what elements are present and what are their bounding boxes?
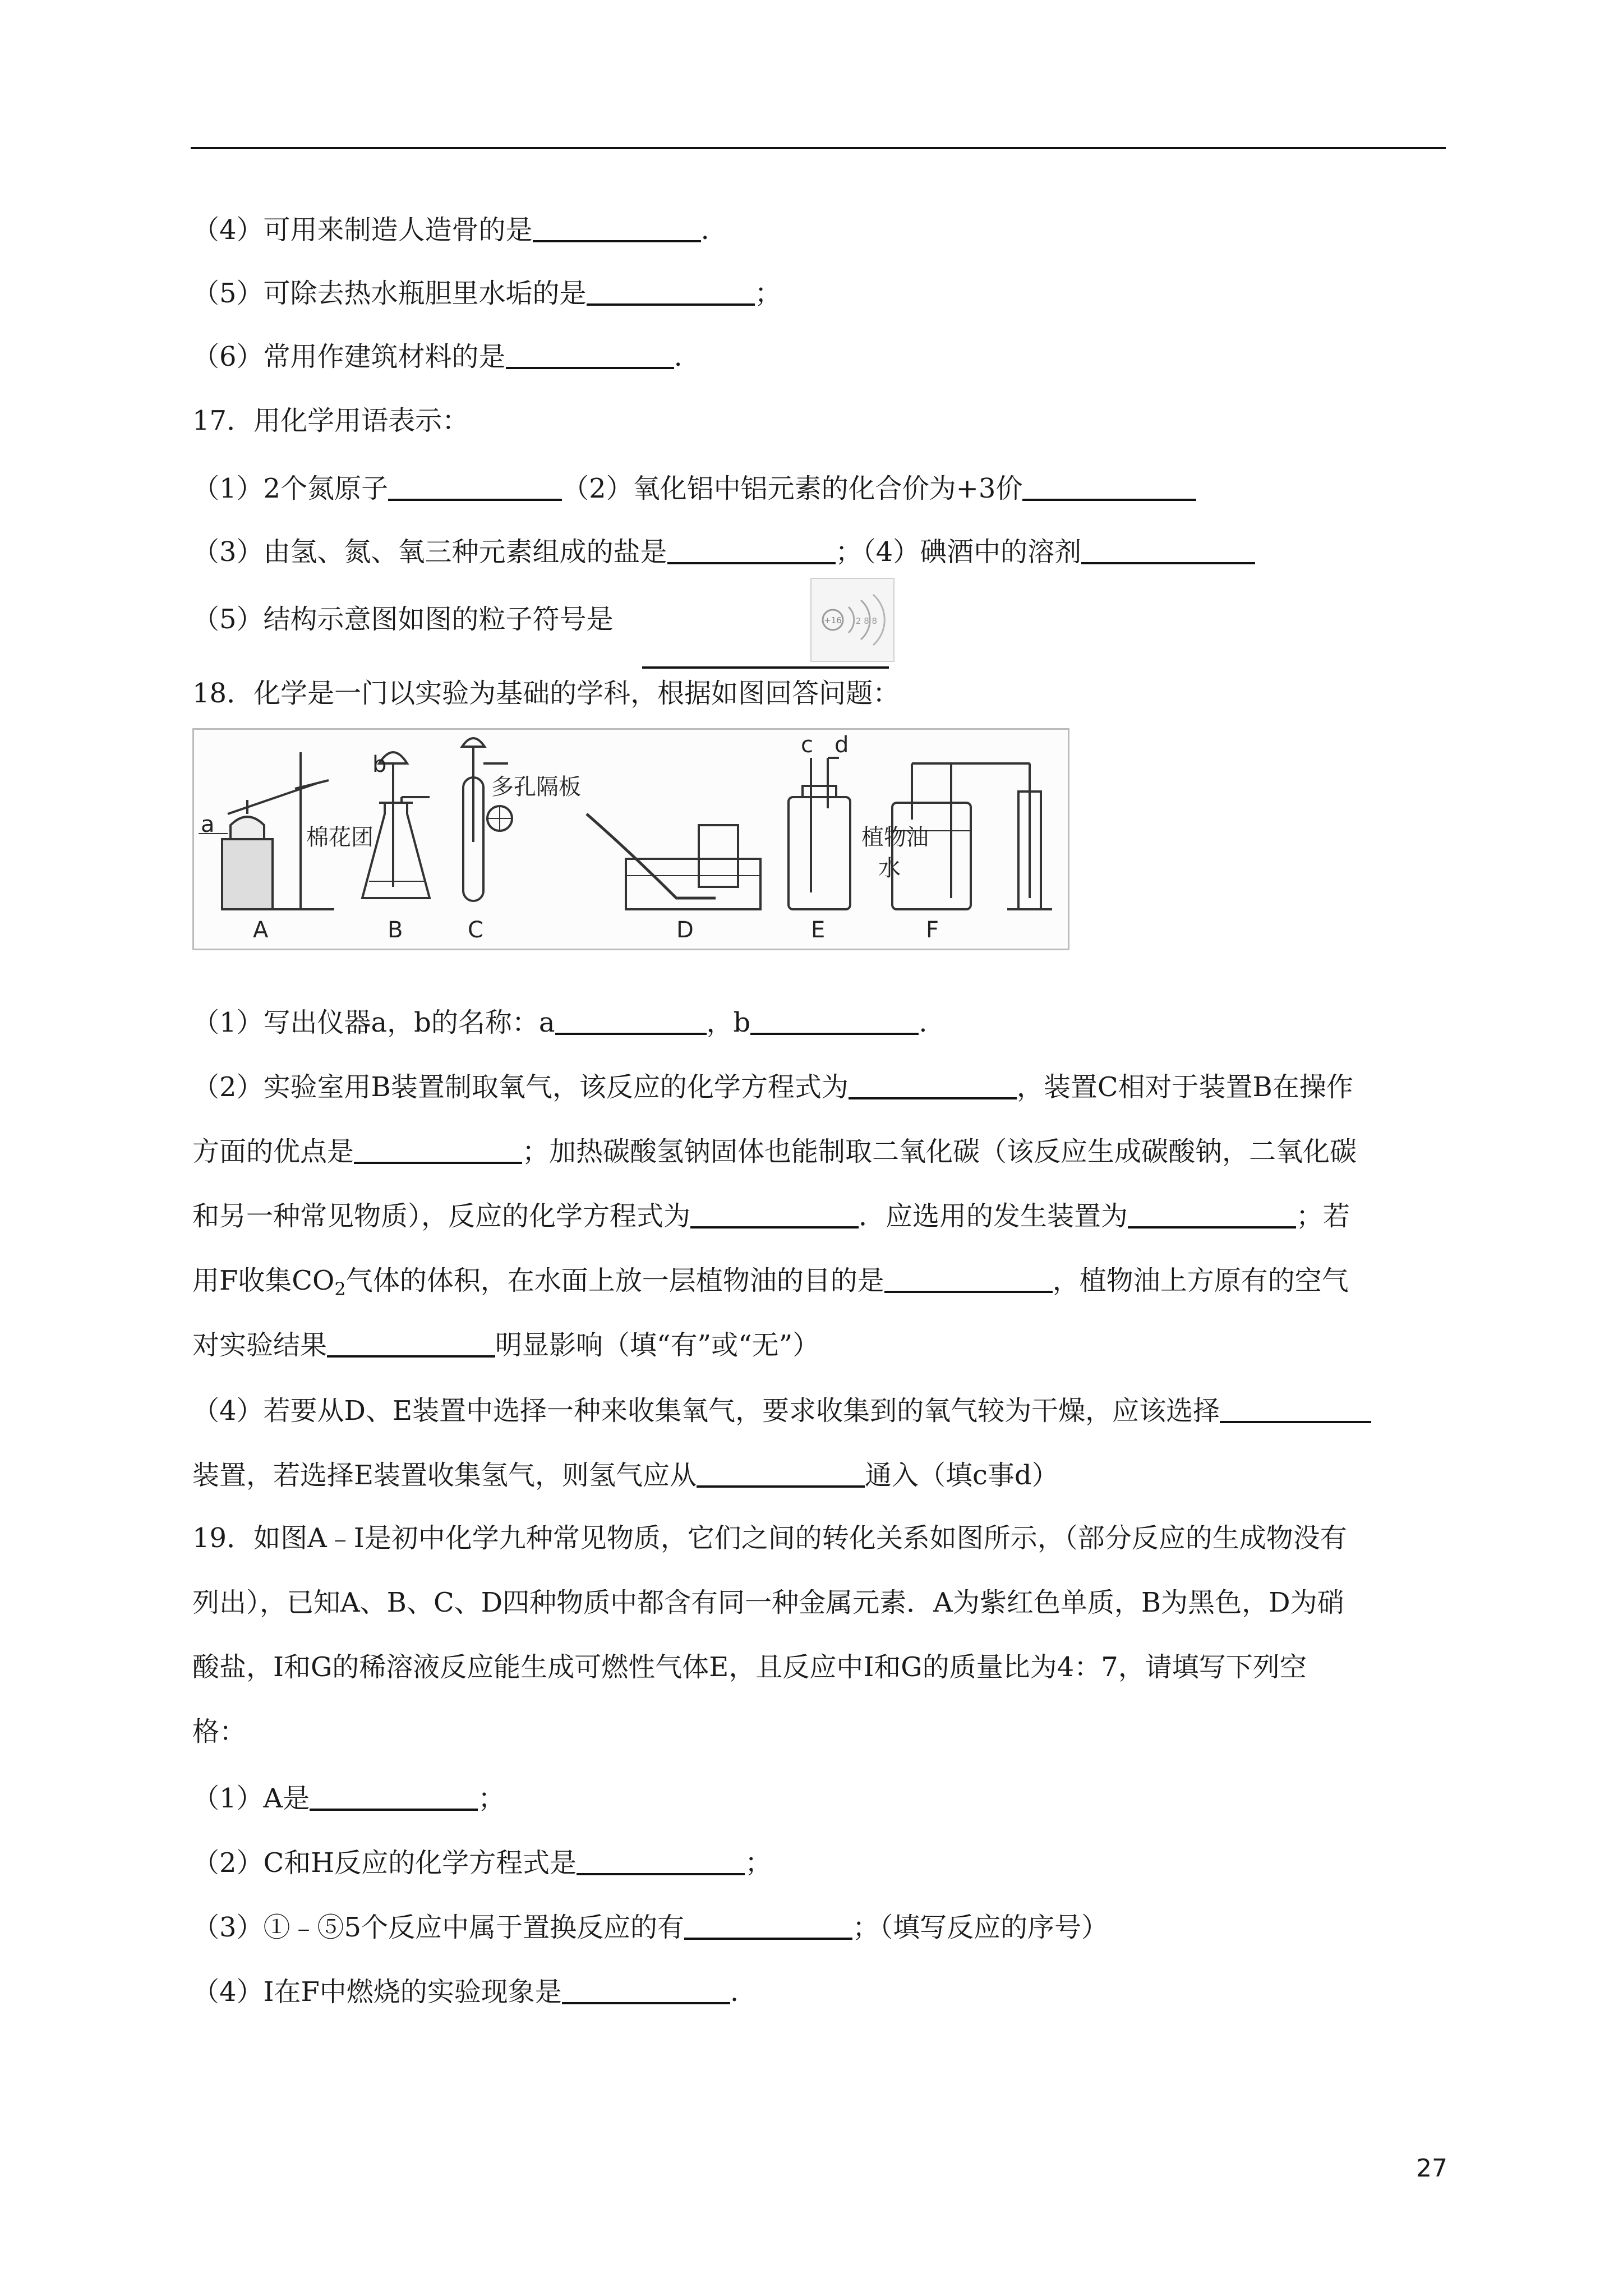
svg-text:D: D	[676, 917, 694, 943]
q19-line-4: 格：	[192, 1716, 247, 1747]
svg-text:B: B	[388, 917, 403, 943]
q18-4-line-2: 装置，若选择E装置收集氢气，则氢气应从 通入（填c事d）	[192, 1460, 1059, 1491]
q17-line-3: （5）结构示意图如图的粒子符号是	[192, 604, 614, 635]
svg-text:E: E	[811, 917, 826, 943]
svg-text:c: c	[801, 732, 813, 758]
q18-title: 18．化学是一门以实验为基础的学科，根据如图回答问题：	[192, 678, 900, 709]
svg-text:A: A	[253, 917, 269, 943]
svg-text:+16: +16	[824, 615, 842, 625]
answer-blank[interactable]	[533, 214, 701, 242]
answer-blank[interactable]	[1081, 536, 1255, 564]
q19-3-line: （3）①﹣⑤5个反应中属于置换反应的有 ；（填写反应的序号）	[192, 1912, 1109, 1943]
answer-blank[interactable]	[697, 1460, 865, 1488]
q19-line-2: 列出），已知A、B、C、D四种物质中都含有同一种金属元素．A为紫红色单质，B为黑色，D为硝	[192, 1587, 1344, 1618]
apparatus-figure	[192, 728, 1069, 950]
atom-structure-diagram	[810, 578, 895, 662]
q17-line-2: （3）由氢、氮、氧三种元素组成的盐是 ；（4）碘酒中的溶剂	[192, 536, 1255, 565]
q19-2-line: （2）C和H反应的化学方程式是 ；	[192, 1847, 772, 1879]
q16-6-line: （6）常用作建筑材料的是 .	[192, 341, 683, 372]
apparatus-c	[462, 738, 512, 901]
svg-text:d: d	[834, 732, 849, 758]
q17-line-1: （1）2个氮原子 （2）氧化铝中铝元素的化合价为+3价	[192, 473, 1196, 502]
svg-text:C: C	[468, 917, 483, 943]
q17-title: 17．用化学用语表示：	[192, 405, 469, 436]
q16-4-line: （4）可用来制造人造骨的是 .	[192, 214, 709, 246]
q18-1-line: （1）写出仪器a，b的名称：a ，b .	[192, 1007, 928, 1038]
svg-text:b: b	[372, 752, 387, 777]
answer-blank[interactable]	[1128, 1200, 1296, 1228]
q16-5-line: （5）可除去热水瓶胆里水垢的是 ；	[192, 278, 782, 309]
svg-text:水: 水	[878, 855, 901, 881]
q18-2-line-1: （2）实验室用B装置制取氧气，该反应的化学方程式为 ，装置C相对于装置B在操作	[192, 1071, 1353, 1103]
q19-4-line: （4）I在F中燃烧的实验现象是 .	[192, 1976, 739, 2008]
answer-blank[interactable]	[667, 536, 836, 564]
answer-blank[interactable]	[555, 1007, 707, 1035]
apparatus-e	[789, 758, 850, 909]
q18-4-line-1: （4）若要从D、E装置中选择一种来收集氧气，要求收集到的氧气较为干燥，应该选择	[192, 1395, 1371, 1424]
q18-2-line-4: 用F收集$CO_2$气体的体积，在水面上放一层植物油的目的是 ，植物油上方原有的空气	[192, 1265, 1349, 1300]
svg-text:植物油: 植物油	[861, 825, 929, 850]
answer-blank[interactable]	[562, 1976, 730, 2004]
answer-blank[interactable]	[310, 1783, 478, 1811]
page-number: 27	[1416, 2154, 1447, 2183]
q19-line-3: 酸盐，I和G的稀溶液反应能生成可燃性气体E，且反应中I和G的质量比为4：7，请填写下列空	[192, 1651, 1307, 1683]
answer-blank[interactable]	[506, 341, 674, 369]
svg-text:棉花团: 棉花团	[306, 825, 374, 850]
svg-text:多孔隔板: 多孔隔板	[491, 774, 581, 800]
apparatus-d	[587, 814, 760, 909]
answer-blank[interactable]	[849, 1071, 1017, 1099]
answer-blank[interactable]	[684, 1912, 852, 1940]
answer-blank[interactable]	[354, 1136, 522, 1164]
answer-blank[interactable]	[587, 278, 755, 306]
answer-blank[interactable]	[327, 1329, 495, 1358]
answer-blank[interactable]	[388, 473, 562, 501]
q19-line-1: 19．如图A﹣I是初中化学九种常见物质，它们之间的转化关系如图所示，（部分反应的生成物没有	[192, 1522, 1347, 1554]
answer-blank[interactable]	[1220, 1395, 1371, 1423]
q18-2-line-2: 方面的优点是 ；加热碳酸氢钠固体也能制取二氧化碳（该反应生成碳酸钠，二氧化碳	[192, 1136, 1357, 1167]
answer-blank[interactable]	[642, 666, 889, 669]
header-rule	[191, 147, 1446, 149]
svg-text:2 8 8: 2 8 8	[855, 616, 878, 626]
answer-blank[interactable]	[884, 1265, 1053, 1293]
answer-blank[interactable]	[750, 1007, 919, 1035]
q18-2-line-3: 和另一种常见物质），反应的化学方程式为 ．应选用的发生装置为 ；若	[192, 1200, 1350, 1232]
answer-blank[interactable]	[690, 1200, 859, 1228]
answer-blank[interactable]	[1022, 473, 1196, 501]
q19-1-line: （1）A是 ；	[192, 1783, 505, 1814]
svg-text:a: a	[201, 812, 215, 838]
answer-blank[interactable]	[577, 1847, 745, 1875]
svg-text:F: F	[926, 917, 939, 943]
q18-2-line-5: 对实验结果 明显影响（填“有”或“无”）	[192, 1329, 820, 1361]
